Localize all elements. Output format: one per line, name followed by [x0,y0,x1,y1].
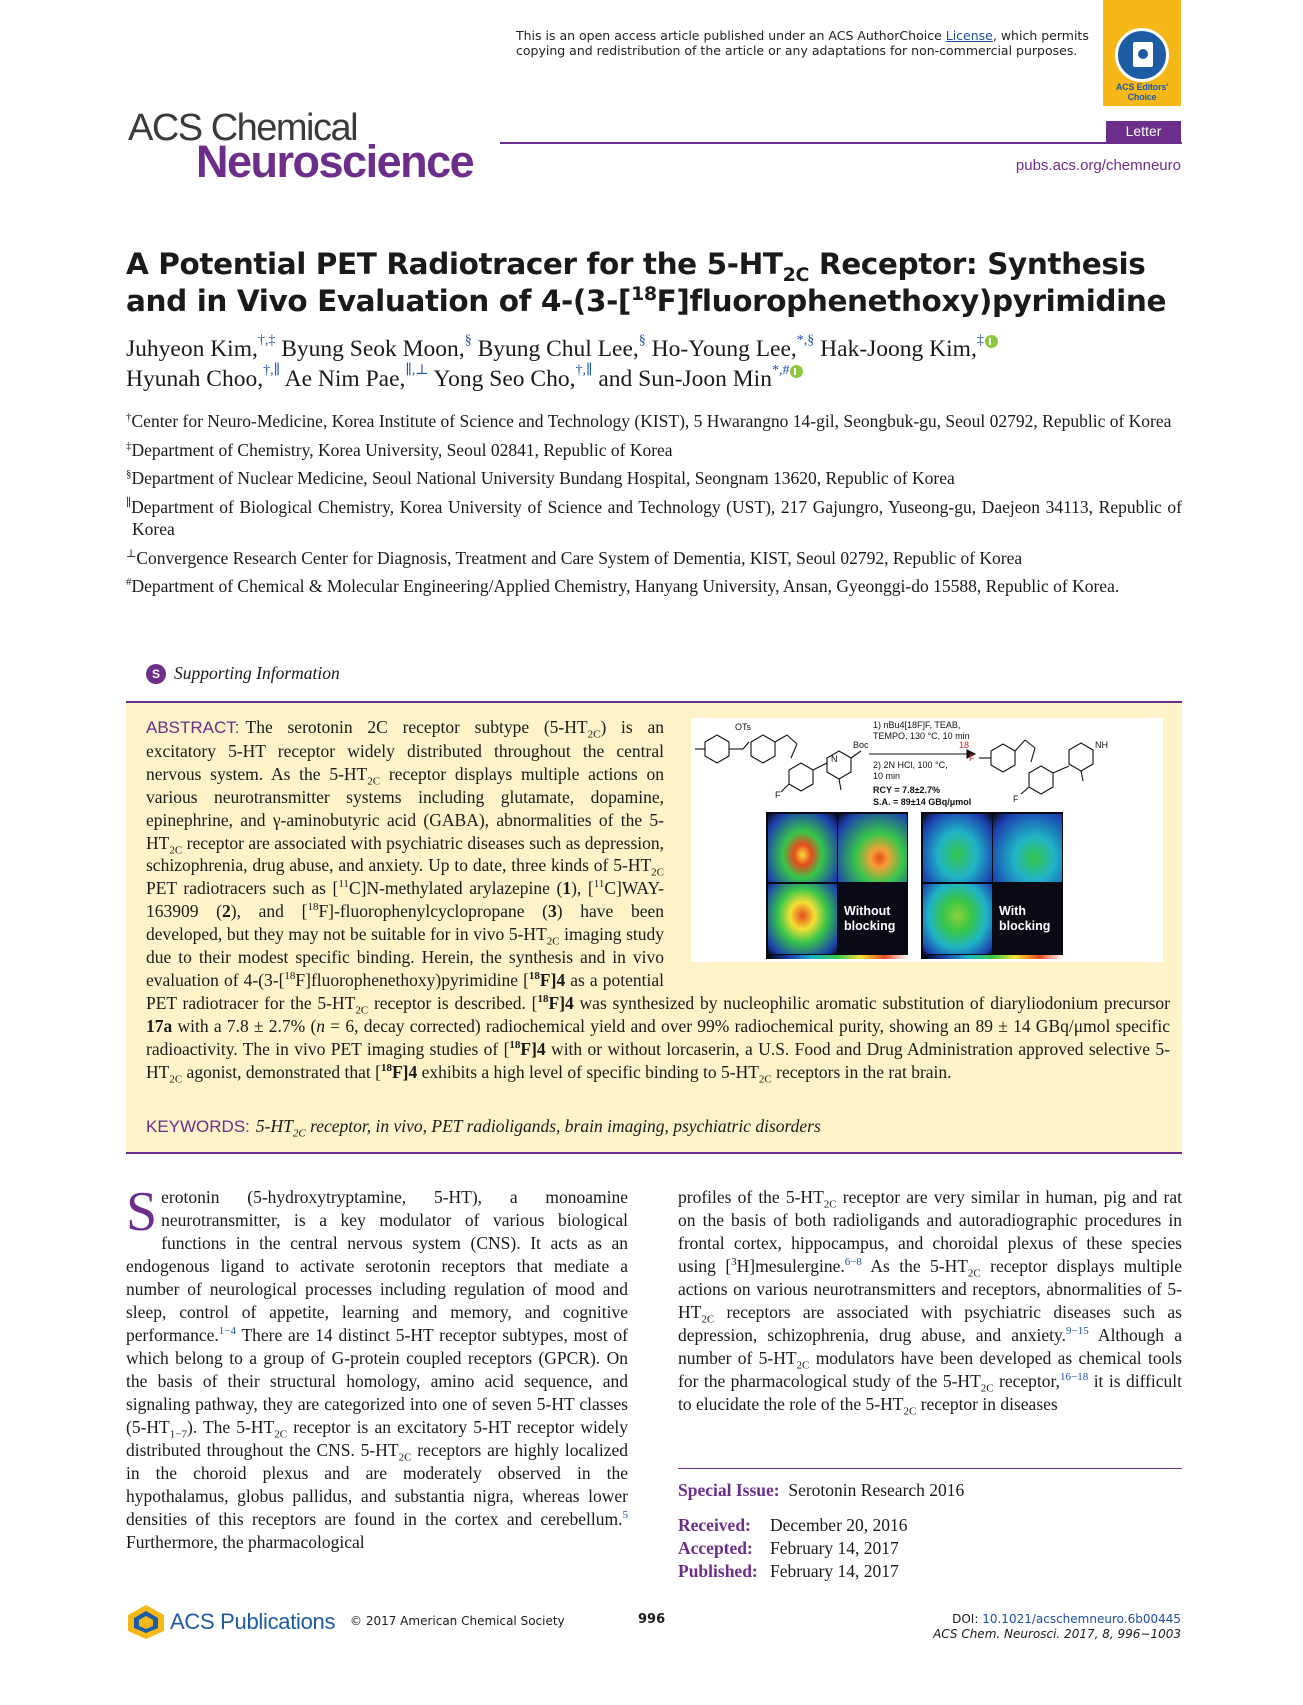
fluorine-label-product: F [1013,794,1019,804]
article-dates [678,1514,1182,1583]
received-date: Received: December 20, 2016 [678,1515,908,1535]
affiliation-mark[interactable]: ‡ [976,333,984,349]
reference-link[interactable]: 9−15 [1066,1325,1089,1338]
special-issue-box [678,1468,1182,1583]
pyrimidine-ring-2 [1029,766,1053,794]
author-list [126,334,1182,394]
reaction-scheme [691,718,1163,812]
author-name[interactable]: and Sun-Joon Min [598,366,772,392]
orcid-icon[interactable] [985,335,998,348]
toc-graphic [691,718,1163,962]
with-blocking-label: With blocking [999,904,1051,933]
affiliation-mark[interactable]: †,∥ [575,363,593,379]
special-issue: Special Issue: Serotonin Research 2016 [678,1480,965,1500]
article-title: A Potential PET Radiotracer for the $5-HT_{2C}$ Receptor: Synthesis and in Vivo Evaluation of 4-(3-[$^{18}$F]fluorophenethoxy)pyrimidine [126,247,1167,318]
keywords-heading: KEYWORDS: [146,1117,250,1136]
body-column-right: profiles of the $5-HT_{2C}$ receptor are very similar in human, pig and rat on the basis of both radioligands and autoradiographic procedures in frontal cortex, hippocampus, and choroidal plexus of these species using [$^3$H]mesulergine.$^{6-8}$ As the $5-HT_{2C}$ receptor displays multiple actions on various neurotransmitters and receptors, abnormalities of $5-HT_{2C}$ receptors are associated with psychiatric diseases such as depression, schizophrenia, drug abuse, and anxiety.$^{9-15}$ Although a number of $5-HT_{2C}$ modulators have been developed as chemical tools for the pharmacological study of the $5-HT_{2C}$ receptor,$^{16-18}$ it is difficult to elucidate the role of the $5-HT_{2C}$ receptor in diseases [678,1187,1183,1418]
affiliation-mark[interactable]: *,# [771,363,790,379]
affiliation-mark[interactable]: § [464,333,472,349]
acs-logo-icon [126,1603,166,1641]
notice-text-tail: , which permits [992,28,1089,43]
colorbar [921,955,1063,959]
affiliation-mark[interactable]: *,§ [796,333,815,349]
affiliation-list [126,410,1182,604]
author-name[interactable]: Byung Seok Moon, [281,336,465,362]
benzene-ring-2 [751,735,775,763]
affiliation: ⊥Convergence Research Center for Diagnosis, Treatment and Care System of Dementia, KIST, Seoul 02792, Republic of Korea [126,547,1023,568]
colorbar [766,955,908,959]
condition-3: 2) 2N HCl, 100 °C, [873,760,948,770]
reference-link[interactable]: 1−4 [218,1325,237,1338]
affiliation: §Department of Nuclear Medicine, Seoul National University Bundang Hospital, Seongnam 13620, Republic of Korea [126,468,955,488]
keywords-list: $5-HT_{2C}$ receptor, in vivo, PET radioligands, brain imaging, psychiatric disorders [255,1116,821,1140]
journal-citation: ACS Chem. Neurosci. 2017, 8, 996−1003 [933,1627,1181,1641]
editors-choice-badge[interactable] [1103,0,1181,106]
license-link[interactable]: License [945,28,993,43]
benzene-ring-3 [991,744,1015,772]
nh-label: NH [1095,740,1108,750]
drop-cap: S [126,1181,158,1243]
notice-text-line2: copying and redistribution of the article or any adaptations for non-commercial purposes. [516,43,1078,58]
benzene-ring-1 [705,735,729,763]
author-name[interactable]: Juhyeon Kim, [126,336,258,362]
affiliation: ∥Department of Biological Chemistry, Korea University of Science and Technology (UST), 217 Gajungro, Yuseong-gu, Daejeon 34113, Republic of Korea [126,496,1182,539]
affiliation: ‡Department of Chemistry, Korea University, Seoul 02841, Republic of Korea [126,439,673,460]
condition-1: 1) nBu4[18F]F, TEAB, [873,720,961,730]
author-name[interactable]: Ae Nim Pae, [284,366,406,392]
pet-scan-without-blocking [766,812,908,959]
doi-link[interactable]: 10.1021/acschemneuro.6b00445 [982,1612,1181,1626]
specific-activity-value: S.A. = 89±14 GBq/μmol [873,797,972,807]
body-column-left: Serotonin (5-hydroxytryptamine, 5-HT), a monoamine neurotransmitter, is a key modulator of various biological functions in the central nervous system (CNS). It acts as an endogenous ligand to activate serotonin receptors that mediate a number of neurological processes including regulation of mood and sleep, control of appetite, learning and memory, and cognitive performance.$^{1-4}$ There are 14 distinct 5-HT receptor subtypes, most of which belong to a group of G-protein coupled receptors (GPCR). On the basis of their structural homology, amino acid sequence, and signaling pathway, they are categorized into one of seven 5-HT classes $(5-HT_{1-7})$. The $5-HT_{2C}$ receptor is an excitatory 5-HT receptor widely distributed throughout the CNS. $5-HT_{2C}$ receptors are highly localized in the choroid plexus and are moderately observed in the hypothalamus, globus pallidus, and substantia nigra, whereas lower densities of this receptors are found in the cortex and cerebellum.$^5$ Furthermore, the pharmacological [126,1181,629,1552]
journal-name-bottom: Neuroscience [196,136,474,187]
open-access-notice [516,28,1096,58]
journal-url-link[interactable]: pubs.acs.org/chemneuro [1015,157,1181,174]
header-rule [500,142,1182,144]
ots-label: OTs [735,722,752,732]
journal-name-top: ACS Chemical [128,107,358,149]
page-number: 996 [638,1612,666,1627]
acs-publications-logo[interactable] [126,1603,335,1641]
without-blocking-label: Without blocking [844,904,896,933]
reference-link[interactable]: 5 [622,1509,628,1522]
orcid-icon[interactable] [790,365,803,378]
fluorine-label: F [775,790,781,800]
condition-2: TEMPO, 130 °C, 10 min [873,731,970,741]
pyrimidine-ring-1 [789,763,813,791]
affiliation-mark[interactable]: ∥,⊥ [405,363,429,379]
affiliation: #Department of Chemical & Molecular Engineering/Applied Chemistry, Hanyang University, Ansan, Gyeonggi-do 15588, Republic of Korea. [126,576,1120,596]
author-name[interactable]: Byung Chul Lee, [477,336,639,362]
keywords [146,1116,1166,1140]
affiliation: †Center for Neuro-Medicine, Korea Institute of Science and Technology (KIST), 5 Hwarangno 14-gil, Seongbuk-gu, Seoul 02792, Republic of Korea [126,411,1172,431]
affiliation-mark[interactable]: †,∥ [263,363,281,379]
supporting-information-link[interactable] [146,663,340,684]
editors-choice-label: ACS Editors' Choice [1115,82,1169,102]
author-name[interactable]: Hak-Joong Kim, [820,336,977,362]
piperazine-ring-2 [1069,743,1093,771]
rcy-value: RCY = 7.8±2.7% [873,785,941,795]
notice-text: This is an open access article published under an ACS AuthorChoice [516,28,946,43]
author-name[interactable]: Ho-Young Lee, [651,336,797,362]
author-name[interactable]: Yong Seo Cho, [433,366,576,392]
copyright-notice: © 2017 American Chemical Society [350,1614,565,1628]
supporting-info-icon: S [146,664,166,684]
accepted-date: Accepted: February 14, 2017 [678,1538,899,1558]
f18-label: 18 [959,740,970,750]
pet-scan-with-blocking [921,812,1063,959]
published-date: Published: February 14, 2017 [678,1561,899,1581]
affiliation-mark[interactable]: †,‡ [257,333,276,349]
editors-choice-icon [1115,28,1169,82]
abstract-text: ABSTRACT: The serotonin 2C receptor subtype $(5-HT_{2C})$ is an excitatory 5-HT receptor widely distributed throughout the central nervous system. As the $5-HT_{2C}$ receptor displays multiple actions on various neurotransmitter systems including glutamate, dopamine, epinephrine, and γ-aminobutyric acid (GABA), abnormalities of the $5-HT_{2C}$ receptor are associated with psychiatric diseases such as depression, schizophrenia, drug abuse, and anxiety. Up to date, three kinds of $5-HT_{2C}$ PET radiotracers such as [$^{11}$C]N-methylated arylazepine (1), [$^{11}$C]WAY-163909 (2), and [$^{18}$F]-fluorophenylcyclopropane (3) have been developed, but they may not be suitable for in vivo $5-HT_{2C}$ imaging study due to their modest specific binding. Herein, the synthesis and in vivo evaluation of 4-(3-[$^{18}$F]fluorophenethoxy)pyrimidine [$^{18}$F]4 as a potential PET radiotracer for the $5-HT_{2C}$ receptor is described. [$^{18}$F]4 was synthesized by nucleophilic aromatic substitution of diaryliodonium precursor 17a with a 7.8 ± 2.7% (n = 6, decay corrected) radiochemical yield and over 99% radiochemical purity, showing an 89 ± 14 GBq/μmol specific radioactivity. The in vivo PET imaging studies of [$^{18}$F]4 with or without lorcaserin, a U.S. Food and Drug Administration approved selective $5-HT_{2C}$ agonist, demonstrated that [$^{18}$F]4 exhibits a high level of specific binding to $5-HT_{2C}$ receptors in the rat brain. [146,717,1171,1086]
affiliation-mark[interactable]: § [638,333,646,349]
reference-link[interactable]: 16−18 [1060,1371,1089,1384]
supporting-info-label: Supporting Information [174,663,340,683]
abstract-heading: ABSTRACT: [146,718,240,737]
article-type-tag: Letter [1106,121,1181,142]
author-name[interactable]: Hyunah Choo, [126,366,264,392]
nitrogen-label: N [831,754,838,764]
f18-fluorine-label: F [969,753,975,763]
citation-info: DOI: 10.1021/acschemneuro.6b00445 ACS Chem. Neurosci. 2017, 8, 996−1003 [933,1612,1181,1641]
condition-4: 10 min [873,771,901,781]
reference-link[interactable]: 6−8 [844,1256,862,1269]
boc-label: Boc [853,740,869,750]
acs-brand-name: ACS Publications [170,1609,336,1634]
